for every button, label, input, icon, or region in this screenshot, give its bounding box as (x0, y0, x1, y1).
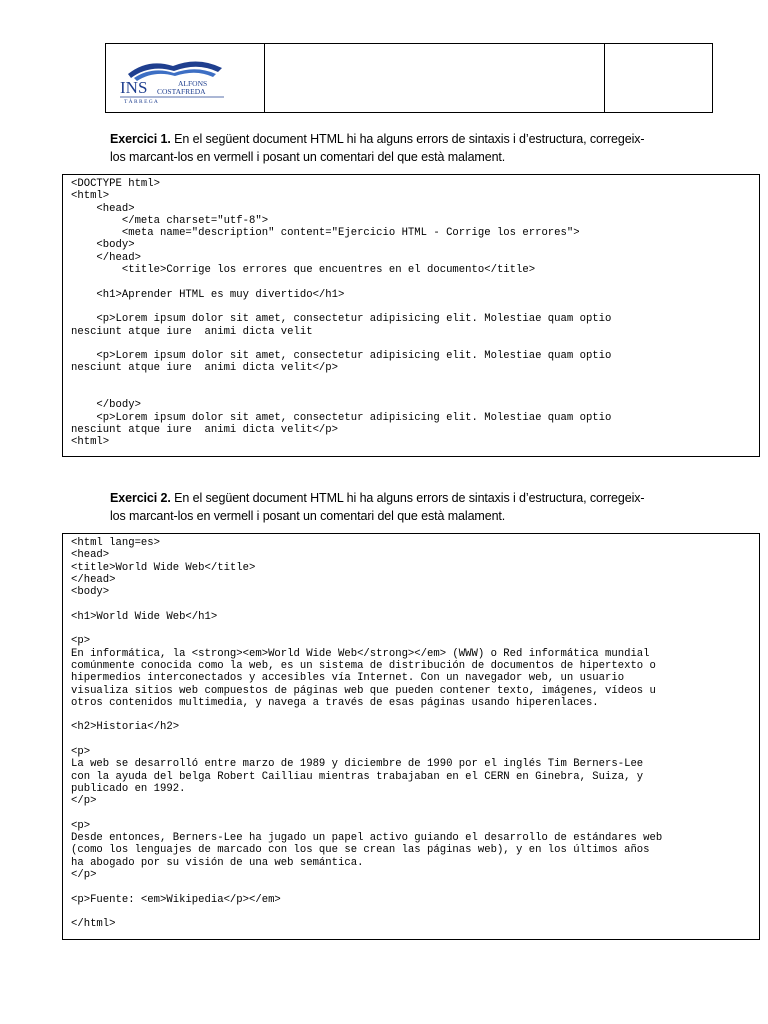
exercise-1-statement (110, 130, 690, 166)
exercise-2-code-block: <html lang=es> <head> <title>World Wide Web</title> </head> <body> <h1>World Wide Web</h1> <p> En informática, la <strong><em>World Wide Web</strong></em> (WWW) o Red informática mundial comúnmente conocida como la web, es un sistema de distribución de documentos de hipertexto o hipermedios interconectados y accesibles vía Internet. Con un navegador web, un usuario visualiza sitios web compuestos de páginas web que pueden contener texto, imágenes, vídeos u otros contenidos multimedia, y navega a través de esas páginas usando hiperenlaces. <h2>Historia</h2> <p> La web se desarrolló entre marzo de 1989 y diciembre de 1990 por el inglés Tim Berners-Lee con la ayuda del belga Robert Cailliau mientras trabajaban en el CERN en Ginebra, Suiza, y publicado en 1992. </p> <p> Desde entonces, Berners-Lee ha jugado un papel activo guiando el desarrollo de estándares web (como los lenguajes de marcado con los que se crean las páginas web), y en los últimos años ha abogado por su visión de una web semántica. </p> <p>Fuente: <em>Wikipedia</p></em> </html> (62, 533, 760, 940)
header-right-cell (605, 44, 712, 112)
logo-name-line1: ALFONS (178, 79, 208, 88)
exercise-2-statement (110, 489, 690, 525)
logo-ins-text: INS (120, 78, 148, 97)
exercise-1-line2: los marcant-los en vermell i posant un comentari del que està malament. (110, 150, 506, 164)
exercise-2-title: Exercici 2. (110, 491, 171, 505)
exercise-2-line1: En el següent document HTML hi ha alguns errors de sintaxis i d’estructura, corregeix- (170, 491, 645, 505)
header-logo-cell (106, 44, 265, 112)
exercise-1-code-block: <DOCTYPE html> <html> <head> </meta charset="utf-8"> <meta name="description" content="Ejercicio HTML - Corrige los errores"> <body> </head> <title>Corrige los errores que encuentres en el documento</title> <h1>Aprender HTML es muy divertido</h1> <p>Lorem ipsum dolor sit amet, consectetur adipisicing elit. Molestiae quam optio nesciunt atque iure animi dicta velit <p>Lorem ipsum dolor sit amet, consectetur adipisicing elit. Molestiae quam optio nesciunt atque iure animi dicta velit</p> </body> <p>Lorem ipsum dolor sit amet, consectetur adipisicing elit. Molestiae quam optio nesciunt atque iure animi dicta velit</p> <html> (62, 174, 760, 457)
logo-town-text: T À R R E G A (124, 99, 158, 104)
book-logo-icon (118, 52, 228, 104)
exercise-2-line2: los marcant-los en vermell i posant un comentari del que està malament. (110, 509, 506, 523)
header-table (105, 43, 713, 113)
exercise-1-line1: En el següent document HTML hi ha alguns errors de sintaxis i d’estructura, corregeix- (170, 132, 645, 146)
school-logo (118, 52, 228, 104)
exercise-1-title: Exercici 1. (110, 132, 171, 146)
header-middle-cell (265, 44, 605, 112)
logo-name-line2: COSTAFREDA (157, 87, 206, 96)
